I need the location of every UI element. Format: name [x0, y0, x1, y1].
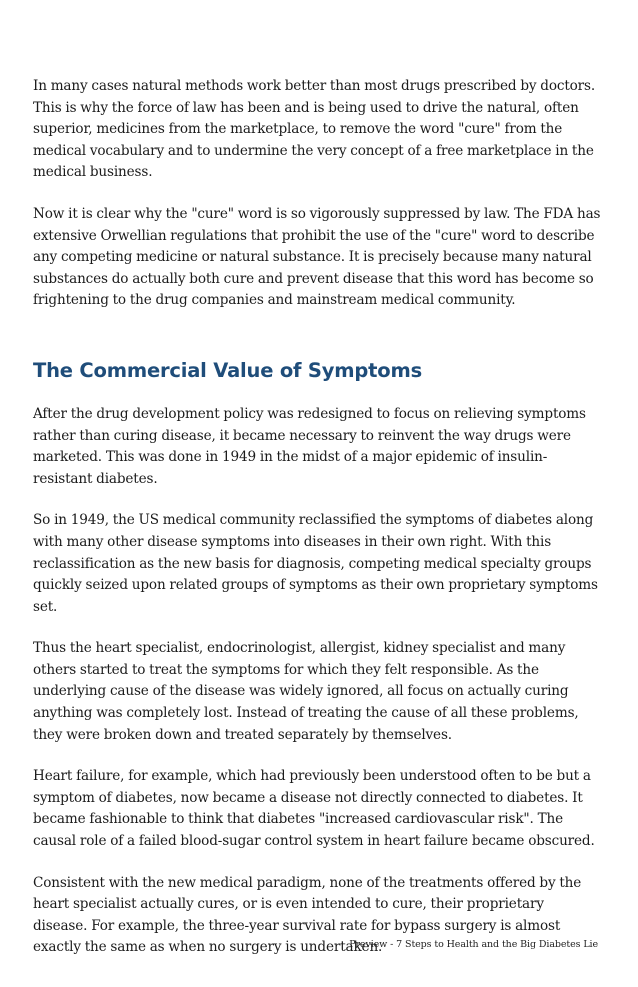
paragraph: Now it is clear why the "cure" word is so vigorously suppressed by law. The FDA has extensive Orwellian regulations that prohibit the use of the "cure" word to describe any competing medicine or natural substance. It is precisely because many natural substances do actually both cure and prevent disease that this word has become so frightening to the drug companies and mainstream medical community. [33, 205, 601, 309]
paragraph: Thus the heart specialist, endocrinologist, allergist, kidney specialist and many others started to treat the symptoms for which they felt responsible. As the underlying cause of the disease was widely ignored, all focus on actually curing anything was completely lost. Instead of treating the cause of all these problems, they were broken down and treated separately by themselves. [33, 640, 579, 743]
paragraph: In many cases natural methods work better than most drugs prescribed by doctors. This is why the force of law has been and is being used to drive the natural, often superior, medicines from the marketplace, to remove the word "cure" from the medical vocabulary and to undermine the very concept of a free marketplace in the medical business. [33, 78, 596, 181]
paragraph: So in 1949, the US medical community reclassified the symptoms of diabetes along with many other disease symptoms into diseases in their own right. With this reclassification as the new basis for diagnosis, competing medical specialty groups quickly seized upon related groups of symptoms as their own proprietary symptoms set. [33, 512, 598, 615]
document-page [33, 76, 601, 959]
paragraph: After the drug development policy was redesigned to focus on relieving symptoms rather than curing disease, it became necessary to reinvent the way drugs were marketed. This was done in 1949 in the midst of a major epidemic of insulin-resistant diabetes. [33, 405, 586, 487]
paragraph: Heart failure, for example, which had previously been understood often to be but a symptom of diabetes, now became a disease not directly connected to diabetes. It became fashionable to think that diabetes "increased cardiovascular risk". The causal role of a failed blood-sugar control system in heart failure became obscured. [33, 768, 595, 850]
paragraph: Consistent with the new medical paradigm, none of the treatments offered by the heart specialist actually cures, or is even intended to cure, their proprietary disease. For example, the three-year survival rate for bypass surgery is almost exactly the same as when no surgery is undertaken. [33, 874, 582, 956]
page-footer: Preview - 7 Steps to Health and the Big Diabetes Lie [349, 939, 598, 950]
section-heading: The Commercial Value of Symptoms [33, 358, 422, 382]
